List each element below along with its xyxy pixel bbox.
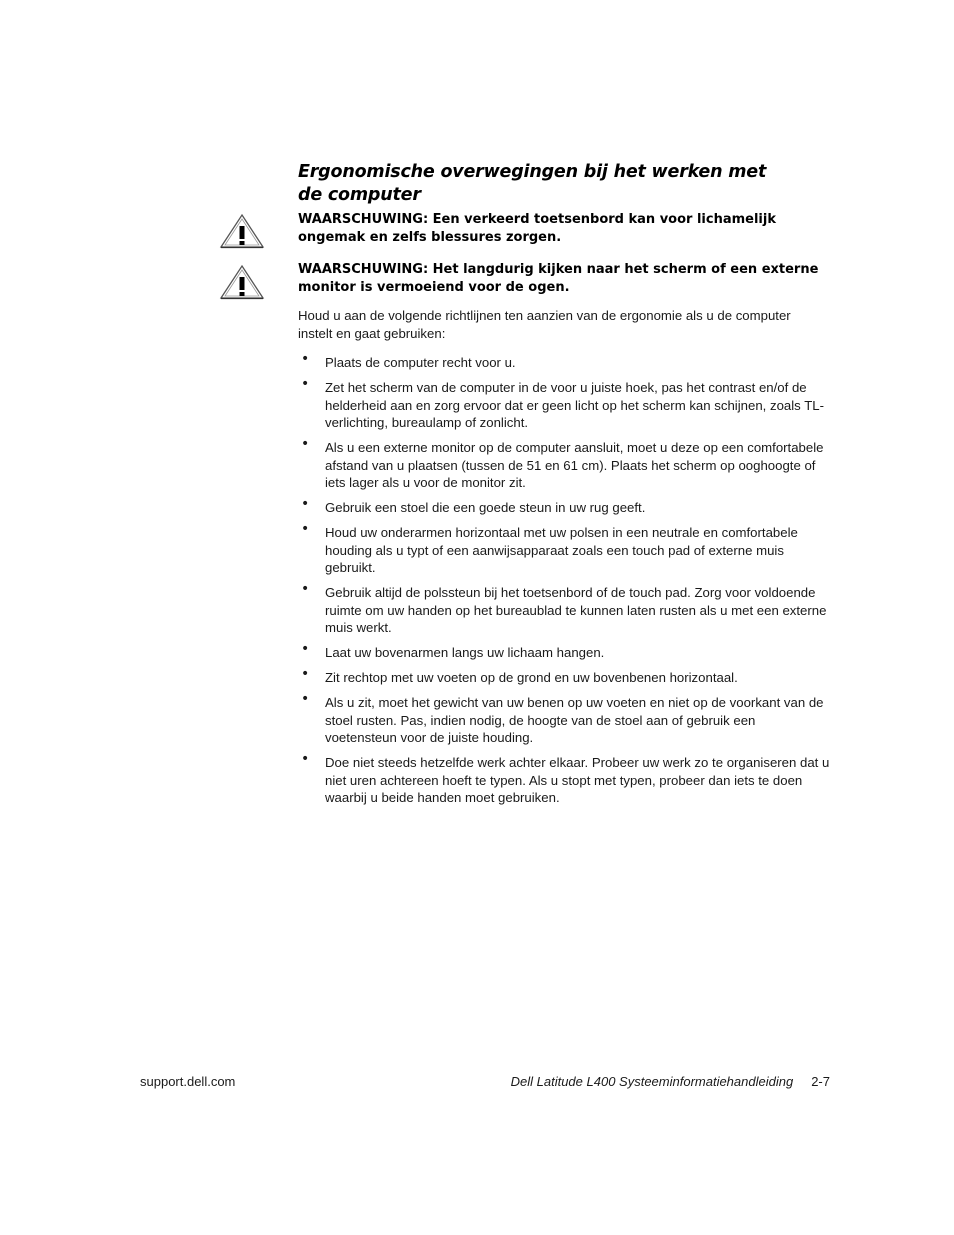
list-item [298,436,830,492]
bullet-icon: • [301,641,310,657]
list-item [298,351,830,372]
warning-text: WAARSCHUWING: Een verkeerd toetsenbord kan voor lichamelijk ongemak en zelfs blessures zorgen. [298,212,776,245]
warning-text: WAARSCHUWING: Het langdurig kijken naar het scherm of een externe monitor is vermoeiend voor de ogen. [298,262,819,295]
list-item-text: Doe niet steeds hetzelfde werk achter elkaar. Probeer uw werk zo te organiseren dat u niet uren achtereen hoeft te typen. Als u stopt met typen, probeer dan iets te doen waarbij u beide handen moet gebruiken. [325,755,830,805]
page-number: 2-7 [811,1074,830,1089]
list-item [298,376,830,432]
warning-triangle-icon [219,264,265,300]
list-item [298,581,830,637]
bullet-icon: • [301,376,310,392]
list-item [298,641,830,662]
bullet-icon: • [301,751,310,767]
section-title: Ergonomische overwegingen bij het werken met de computer [298,162,767,205]
intro-paragraph: Houd u aan de volgende richtlijnen ten aanzien van de ergonomie als u de computer instelt en gaat gebruiken: [298,308,791,341]
bullet-icon: • [301,691,310,707]
list-item-text: Zet het scherm van de computer in de voor u juiste hoek, pas het contrast en/of de helderheid aan en zorg ervoor dat er geen licht op het scherm kan schijnen, zoals TL-verlichting, bureaulamp of zonlicht. [325,380,824,430]
list-item-text: Zit rechtop met uw voeten op de grond en uw bovenbenen horizontaal. [325,670,738,685]
list-item-text: Als u een externe monitor op de computer aansluit, moet u deze op een comfortabele afstand van u plaatsen (tussen de 51 en 61 cm). Plaats het scherm op ooghoogte of iets lager als u voor de monitor zit. [325,440,824,490]
footer-website: support.dell.com [140,1074,236,1089]
list-item [298,691,830,747]
bullet-icon: • [301,581,310,597]
bullet-icon: • [301,666,310,682]
bullet-icon: • [301,436,310,452]
bullet-icon: • [301,496,310,512]
list-item-text: Houd uw onderarmen horizontaal met uw polsen in een neutrale en comfortabele houding als u typt of een aanwijsapparaat zoals een touch pad of externe muis gebruikt. [325,525,798,575]
footer-doc-info [511,1073,830,1091]
list-item [298,666,830,687]
bullet-icon: • [301,521,310,537]
list-item [298,496,830,517]
list-item-text: Gebruik altijd de polssteun bij het toetsenbord of de touch pad. Zorg voor voldoende ruimte om uw handen op het bureaublad te kunnen laten rusten als u met een externe muis werkt. [325,585,827,635]
list-item-text: Laat uw bovenarmen langs uw lichaam hangen. [325,645,605,660]
list-item [298,521,830,577]
list-item-text: Plaats de computer recht voor u. [325,355,516,370]
bullet-icon: • [301,351,310,367]
guideline-list [298,351,830,814]
list-item [298,751,830,807]
list-item-text: Als u zit, moet het gewicht van uw benen op uw voeten en niet op de voorkant van de stoel rusten. Pas, indien nodig, de hoogte van de stoel aan of gebruik een voetensteun voor de juiste houding. [325,695,824,745]
warning-triangle-icon [219,213,265,249]
list-item-text: Gebruik een stoel die een goede steun in uw rug geeft. [325,500,646,515]
footer-doc-title: Dell Latitude L400 Systeeminformatiehandleiding [510,1074,794,1089]
